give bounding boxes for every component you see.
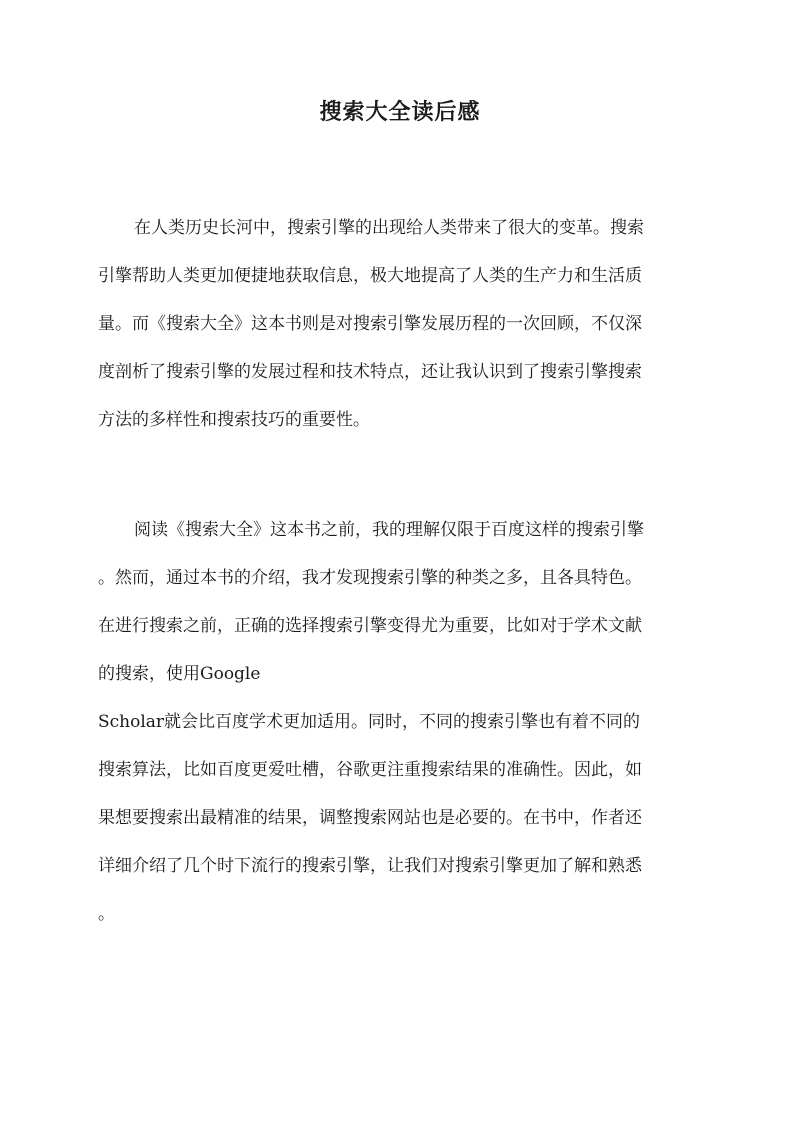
paragraph-1: [98, 204, 702, 444]
paragraph-line: 在人类历史长河中，搜索引擎的出现给人类带来了很大的变革。搜索: [134, 218, 644, 238]
paragraph-line: 详细介绍了几个时下流行的搜索引擎，让我们对搜索引擎更加了解和熟悉: [98, 856, 642, 876]
paragraph-line: Scholar就会比百度学术更加适用。同时，不同的搜索引擎也有着不同的: [98, 712, 641, 732]
paragraph-line: 阅读《搜索大全》这本书之前，我的理解仅限于百度这样的搜索引擎: [134, 520, 644, 540]
paragraph-line: 的搜索，使用Google: [98, 664, 261, 684]
paragraph-line: 度剖析了搜索引擎的发展过程和技术特点，还让我认识到了搜索引擎搜索: [98, 362, 642, 382]
paragraph-line: 量。而《搜索大全》这本书则是对搜索引擎发展历程的一次回顾，不仅深: [98, 314, 642, 334]
paragraph-line: 搜索算法，比如百度更爱吐槽，谷歌更注重搜索结果的准确性。因此，如: [98, 760, 642, 780]
paragraph-2: [98, 506, 702, 938]
paragraph-line: 引擎帮助人类更加便捷地获取信息，极大地提高了人类的生产力和生活质: [98, 266, 642, 286]
paragraph-line: 。然而，通过本书的介绍，我才发现搜索引擎的种类之多，且各具特色。: [98, 568, 642, 588]
page-title: 搜索大全读后感: [319, 99, 481, 125]
paragraph-line: 在进行搜索之前，正确的选择搜索引擎变得尤为重要，比如对于学术文献: [98, 616, 642, 636]
paragraph-line: 方法的多样性和搜索技巧的重要性。: [98, 410, 370, 430]
paragraph-line: 果想要搜索出最精准的结果，调整搜索网站也是必要的。在书中，作者还: [98, 808, 642, 828]
paragraph-line: 。: [98, 904, 115, 924]
